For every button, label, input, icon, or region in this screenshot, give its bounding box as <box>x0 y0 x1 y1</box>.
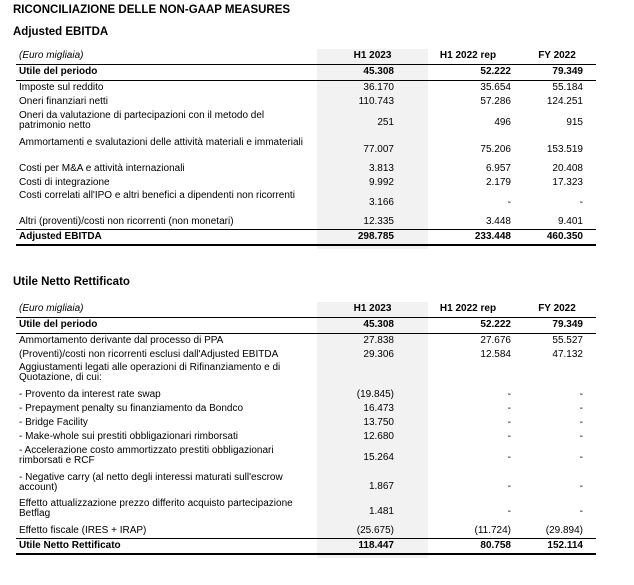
cell: (25.675) <box>356 525 394 536</box>
cell: 12.584 <box>480 349 511 360</box>
cell: 52.222 <box>480 66 511 77</box>
cell: 29.306 <box>363 349 394 360</box>
row-label: Oneri finanziari netti <box>19 96 108 107</box>
column-header: FY 2022 <box>538 50 576 61</box>
row-label: Aggiustamenti legati alle operazioni di Rifinanziamento e di Quotazione, di cui: <box>19 362 281 383</box>
row-label: Oneri da valutazione di partecipazioni con il metodo del patrimonio netto <box>19 110 265 131</box>
column-header: H1 2022 rep <box>439 50 497 61</box>
cell: 12.680 <box>363 431 394 442</box>
divider <box>16 80 596 81</box>
cell: 110.743 <box>358 96 394 107</box>
cell: - <box>579 431 583 442</box>
cell: 75.206 <box>480 144 511 155</box>
utile-netto-rettificato-table <box>16 302 596 558</box>
row-label: - Make-whole sui prestiti obbligazionari rimborsati <box>19 431 238 442</box>
row-label: - Negative carry (al netto degli interessi maturati sull'escrow account) <box>19 472 283 493</box>
adjusted-ebitda-table <box>16 49 596 249</box>
cell: - <box>579 452 583 463</box>
column-header: FY 2022 <box>538 303 576 314</box>
row-label: (Proventi)/costi non ricorrenti esclusi dall'Adjusted EBITDA <box>19 349 279 360</box>
divider <box>16 244 596 246</box>
cell: 1.867 <box>368 481 394 492</box>
page-title: RICONCILIAZIONE DELLE NON-GAAP MEASURES <box>13 4 291 16</box>
cell: 80.758 <box>480 540 511 551</box>
cell: 77.007 <box>363 144 394 155</box>
divider <box>16 538 596 539</box>
divider <box>16 553 596 555</box>
cell: 55.527 <box>552 335 583 346</box>
section-title-adjusted-ebitda: Adjusted EBITDA <box>13 26 109 38</box>
divider <box>16 64 596 65</box>
cell: 298.785 <box>357 231 394 242</box>
cell: - <box>579 197 583 208</box>
cell: 496 <box>494 117 511 128</box>
divider <box>16 333 596 334</box>
unit-label: (Euro migliaia) <box>19 303 84 314</box>
cell: 27.838 <box>363 335 394 346</box>
column-header: H1 2023 <box>353 50 392 61</box>
cell: - <box>507 389 511 400</box>
cell: - <box>579 417 583 428</box>
cell: - <box>579 481 583 492</box>
cell: 1.481 <box>368 506 394 517</box>
cell: 45.308 <box>363 66 394 77</box>
cell: 13.750 <box>363 417 394 428</box>
cell: (19.845) <box>356 389 394 400</box>
column-header: H1 2022 rep <box>439 303 497 314</box>
row-label: Adjusted EBITDA <box>19 231 102 242</box>
row-label: Utile del periodo <box>19 66 98 77</box>
row-label: Utile Netto Rettificato <box>19 540 121 551</box>
row-label: Costi correlati all'IPO e altri benefici a dipendenti non ricorrenti <box>19 190 295 201</box>
cell: 35.654 <box>480 82 511 93</box>
cell: 52.222 <box>480 319 511 330</box>
cell: 57.286 <box>480 96 511 107</box>
cell: 9.401 <box>557 216 583 227</box>
cell: 45.308 <box>363 319 394 330</box>
cell: 12.335 <box>363 216 394 227</box>
cell: - <box>507 197 511 208</box>
cell: 2.179 <box>485 177 511 188</box>
row-label: Costi per M&A e attività internazionali <box>19 163 185 174</box>
divider <box>16 317 596 318</box>
cell: 16.473 <box>363 403 394 414</box>
cell: 3.448 <box>485 216 511 227</box>
cell: - <box>579 506 583 517</box>
row-label: - Bridge Facility <box>19 417 88 428</box>
cell: 79.349 <box>552 319 583 330</box>
column-header: H1 2023 <box>353 303 392 314</box>
row-label: Costi di integrazione <box>19 177 110 188</box>
row-label: Imposte sul reddito <box>19 82 104 93</box>
cell: 251 <box>377 117 394 128</box>
row-label: - Prepayment penalty su finanziamento da Bondco <box>19 403 244 414</box>
cell: 153.519 <box>546 144 583 155</box>
section-title-utile-netto-rettificato: Utile Netto Rettificato <box>13 276 130 288</box>
divider <box>16 229 596 230</box>
row-label: Altri (proventi)/costi non ricorrenti (non monetari) <box>19 216 234 227</box>
cell: 460.350 <box>546 231 583 242</box>
cell: 3.166 <box>368 197 394 208</box>
cell: 915 <box>566 117 583 128</box>
cell: - <box>507 431 511 442</box>
cell: - <box>507 417 511 428</box>
cell: 55.184 <box>552 82 583 93</box>
cell: 233.448 <box>474 231 511 242</box>
cell: - <box>507 403 511 414</box>
unit-label: (Euro migliaia) <box>19 50 84 61</box>
cell: 36.170 <box>363 82 394 93</box>
cell: (11.724) <box>474 525 511 536</box>
row-label: Ammortamento derivante dal processo di PPA <box>19 335 224 346</box>
cell: 124.251 <box>546 96 583 107</box>
cell: (29.894) <box>545 525 583 536</box>
row-label: - Provento da interest rate swap <box>19 389 161 400</box>
row-label: - Accelerazione costo ammortizzato prestiti obbligazionari rimborsati e RCF <box>19 445 274 466</box>
row-label: Effetto attualizzazione prezzo differito acquisto partecipazione Betflag <box>19 498 293 519</box>
cell: - <box>579 389 583 400</box>
cell: 17.323 <box>552 177 583 188</box>
cell: 118.447 <box>358 540 394 551</box>
cell: 15.264 <box>363 452 394 463</box>
row-label: Utile del periodo <box>19 319 98 330</box>
cell: 152.114 <box>547 540 583 551</box>
cell: 20.408 <box>552 163 583 174</box>
cell: 9.992 <box>368 177 394 188</box>
row-label: Ammortamenti e svalutazioni delle attività materiali e immateriali <box>19 137 303 148</box>
cell: 3.813 <box>368 163 394 174</box>
cell: - <box>507 481 511 492</box>
cell: - <box>507 452 511 463</box>
cell: - <box>579 403 583 414</box>
cell: 47.132 <box>552 349 583 360</box>
cell: 27.676 <box>480 335 511 346</box>
cell: 6.957 <box>485 163 511 174</box>
cell: 79.349 <box>552 66 583 77</box>
cell: - <box>507 506 511 517</box>
row-label: Effetto fiscale (IRES + IRAP) <box>19 525 147 536</box>
